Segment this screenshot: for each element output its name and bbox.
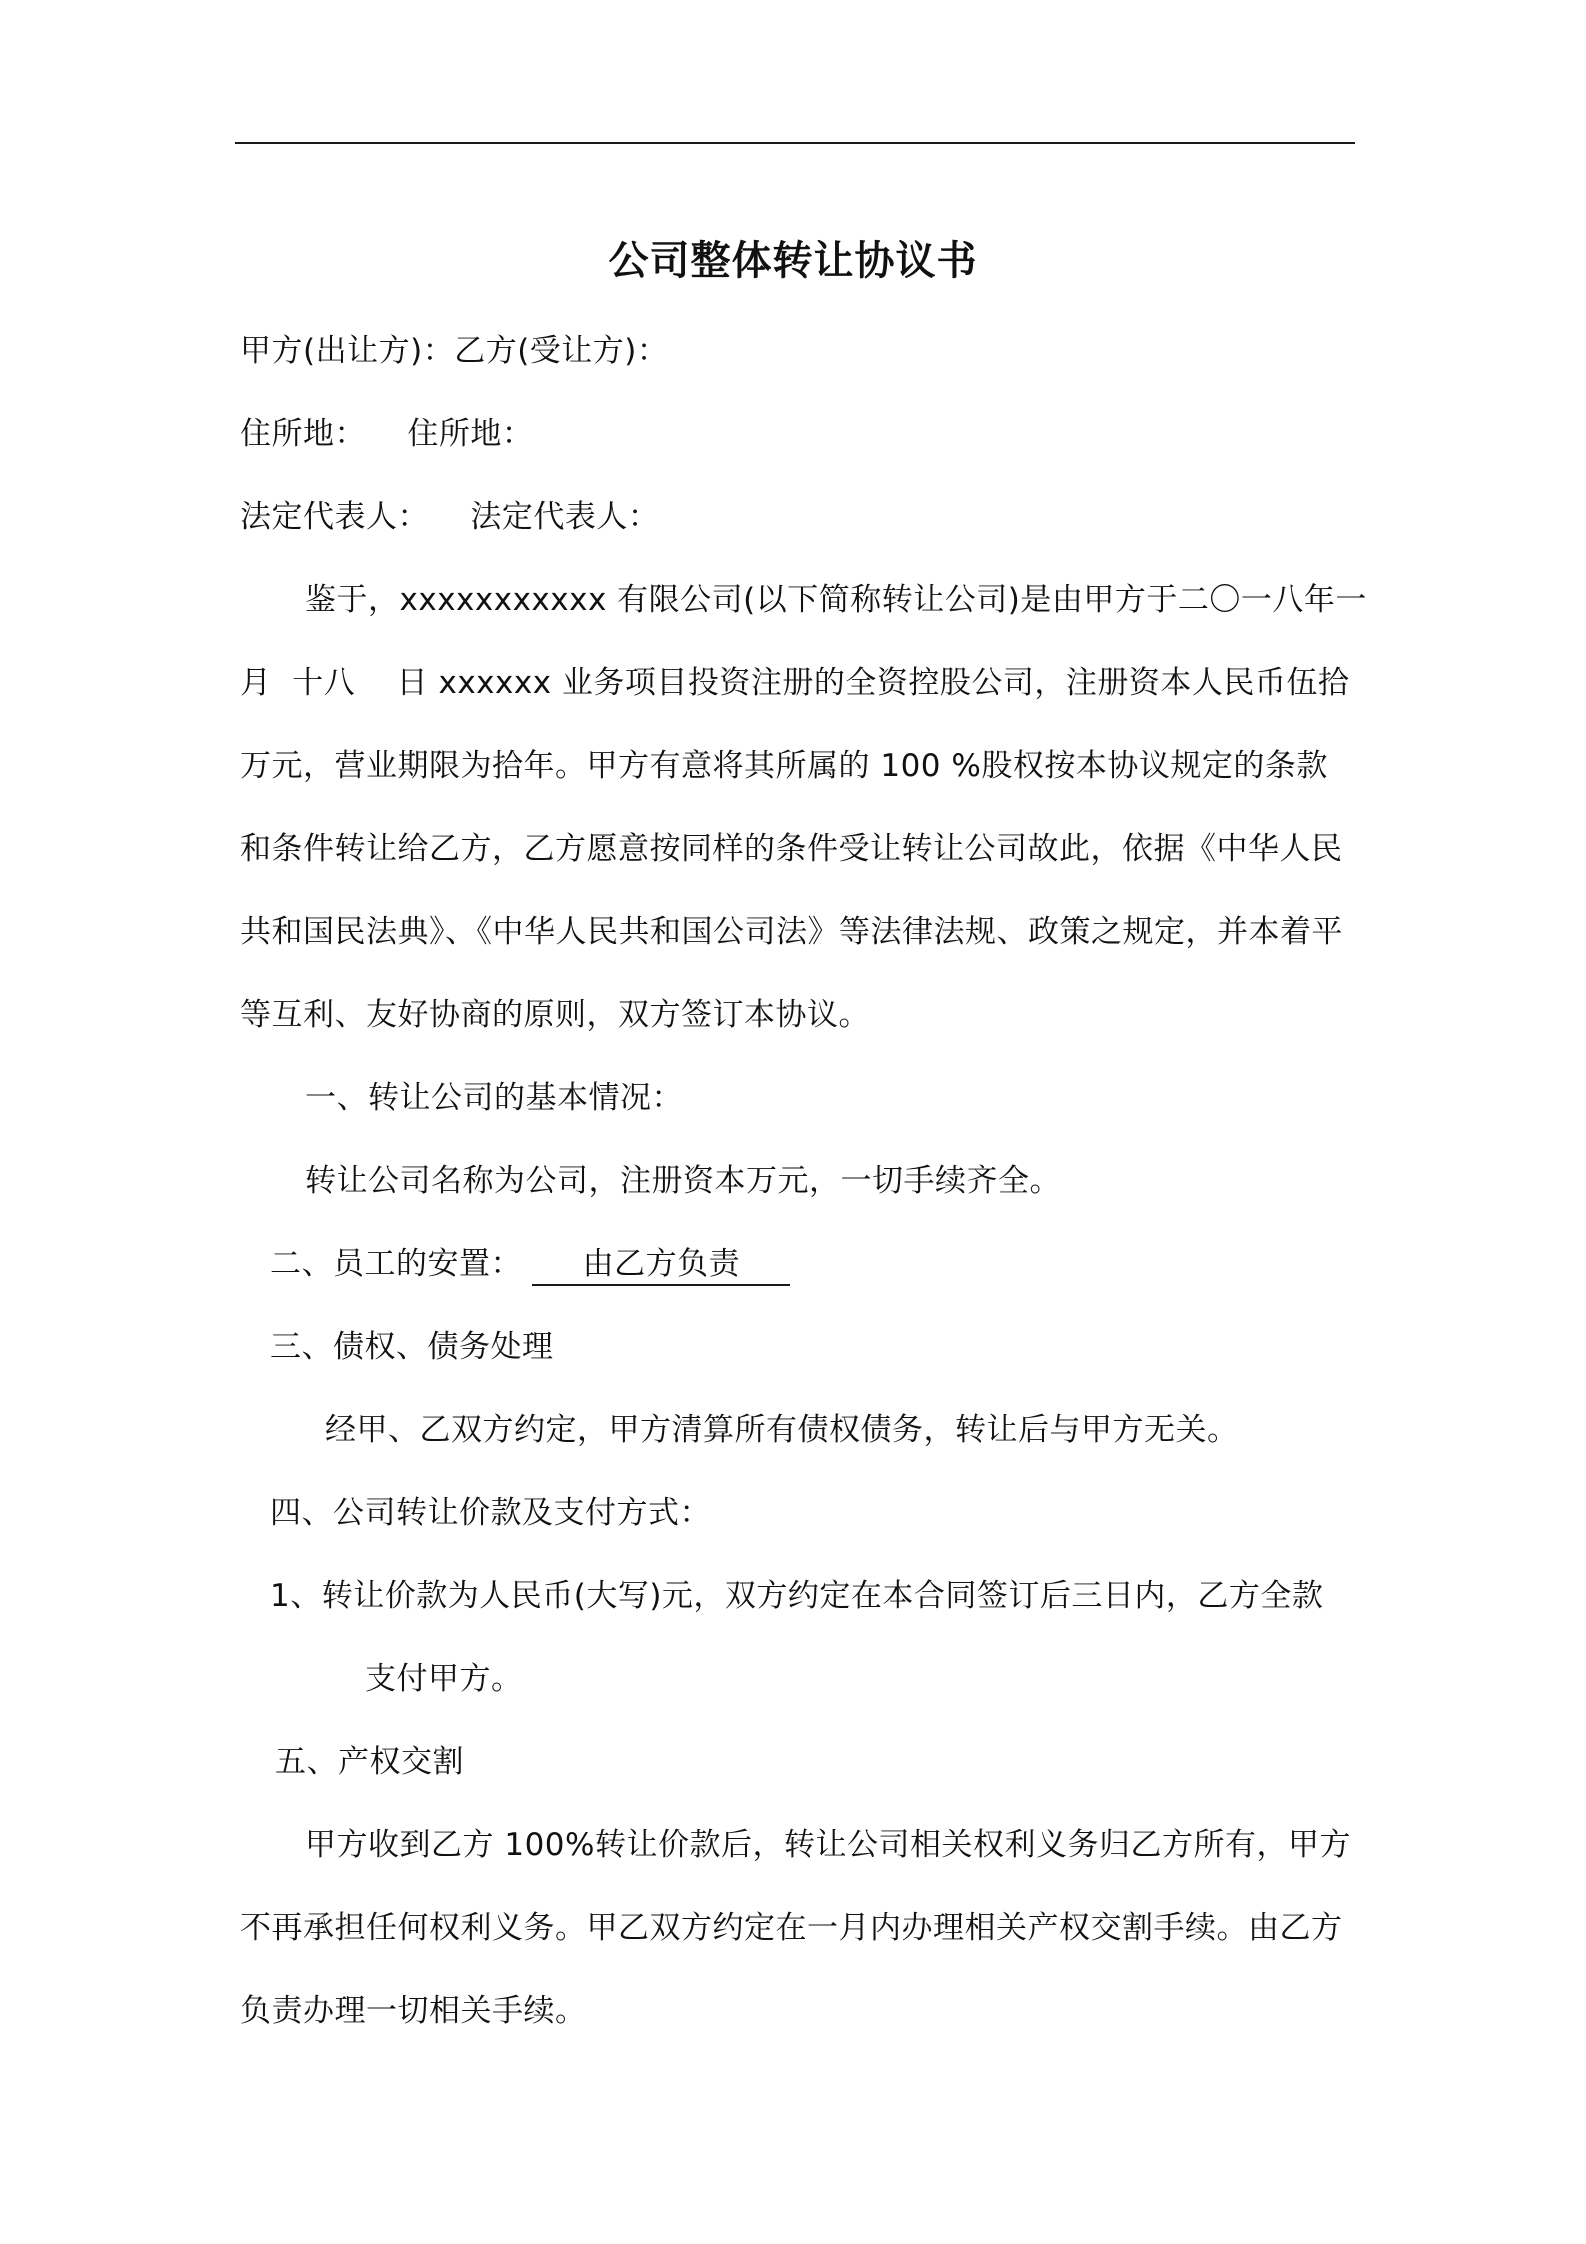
section3-body: 经甲、乙双方约定，甲方清算所有债权债务，转让后与甲方无关。	[325, 1412, 1239, 1448]
legal-rep-line: 法定代表人： 法定代表人：	[240, 499, 660, 535]
preamble-line: 鉴于，xxxxxxxxxxx 有限公司(以下简称转让公司)是由甲方于二〇一八年一	[305, 582, 1367, 618]
party-line: 甲方(出让方)：乙方(受让方)：	[240, 333, 669, 369]
preamble-line: 共和国民法典》、《中华人民共和国公司法》等法律法规、政策之规定，并本着平	[240, 914, 1343, 950]
section5-body-line: 负责办理一切相关手续。	[240, 1993, 587, 2029]
section5-body-line: 不再承担任何权利义务。甲乙双方约定在一月内办理相关产权交割手续。由乙方	[240, 1910, 1343, 1946]
address-line: 住所地： 住所地：	[240, 416, 534, 452]
section2-line	[270, 1244, 790, 1286]
section5-body-line: 甲方收到乙方 100%转让价款后，转让公司相关权利义务归乙方所有，甲方	[305, 1827, 1351, 1863]
section4-item1-cont: 支付甲方。	[365, 1661, 523, 1697]
section2-heading: 二、员工的安置：	[270, 1246, 522, 1282]
section1-heading: 一、转让公司的基本情况：	[305, 1080, 683, 1116]
preamble-line: 月 十八 日 xxxxxx 业务项目投资注册的全资控股公司，注册资本人民币伍拾	[240, 665, 1350, 701]
document-title: 公司整体转让协议书	[608, 238, 978, 284]
preamble-line: 万元，营业期限为拾年。甲方有意将其所属的 100 %股权按本协议规定的条款	[240, 748, 1328, 784]
section5-heading: 五、产权交割	[275, 1744, 464, 1780]
section2-value: 由乙方负责	[532, 1246, 790, 1286]
header-rule	[235, 142, 1355, 144]
section3-heading: 三、债权、债务处理	[270, 1329, 554, 1365]
section1-body: 转让公司名称为公司，注册资本万元，一切手续齐全。	[305, 1163, 1061, 1199]
section4-item1: 1、转让价款为人民币(大写)元，双方约定在本合同签订后三日内，乙方全款	[270, 1578, 1324, 1614]
preamble-line: 等互利、友好协商的原则，双方签订本协议。	[240, 997, 870, 1033]
preamble-line: 和条件转让给乙方，乙方愿意按同样的条件受让转让公司故此，依据《中华人民	[240, 831, 1343, 867]
section4-heading: 四、公司转让价款及支付方式：	[270, 1495, 711, 1531]
